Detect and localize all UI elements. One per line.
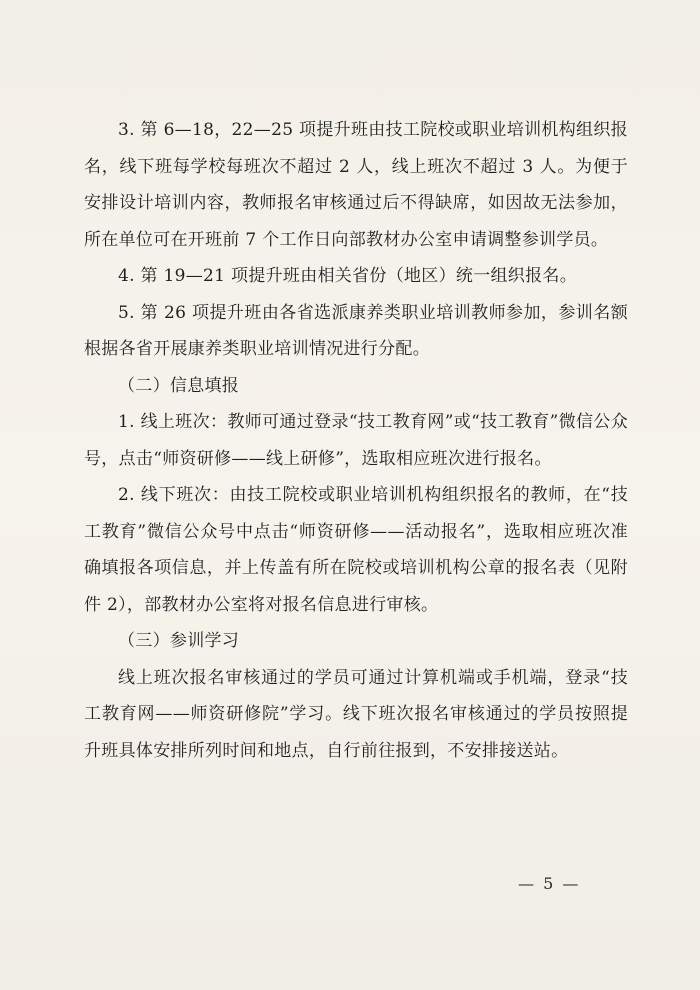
paragraph-item-4: 4. 第 19—21 项提升班由相关省份（地区）统一组织报名。 — [118, 266, 577, 286]
page-number: — 5 — — [518, 874, 581, 893]
paragraph-offline-class: 2. 线下班次：由技工院校或职业培训机构组织报名的教师，在“技工教育”微信公众号中点击“师资研修——活动报名”，选取相应班次准确填报各项信息，并上传盖有所在院校或培训机构公章的报名表（见附件 2），部教材办公室将对报名信息进行审核。 — [84, 485, 628, 615]
section-heading-study: （三）参训学习 — [118, 631, 240, 651]
section-heading-info: （二）信息填报 — [118, 375, 240, 396]
paragraph-study: 线上班次报名审核通过的学员可通过计算机端或手机端，登录“技工教育网——师资研修院”学习。线下班次报名审核通过的学员按照提升班具体安排所列时间和地点，自行前往报到，不安排接送站。 — [84, 667, 628, 761]
paragraph-online-class: 1. 线上班次：教师可通过登录“技工教育网”或“技工教育”微信公众号，点击“师资研修——线上研修”，选取相应班次进行报名。 — [84, 412, 628, 469]
paragraph-item-3: 3. 第 6—18，22—25 项提升班由技工院校或职业培训机构组织报名，线下班每学校每班次不超过 2 人，线上班次不超过 3 人。为便于安排设计培训内容，教师报名审核通过后不得缺席，如因故无法参加，所在单位可在开班前 7 个工作日向部教材办公室申请调整参训学员。 — [84, 120, 628, 250]
body-text — [84, 112, 628, 769]
paragraph-item-5: 5. 第 26 项提升班由各省选派康养类职业培训教师参加，参训名额根据各省开展康养类职业培训情况进行分配。 — [84, 302, 628, 359]
